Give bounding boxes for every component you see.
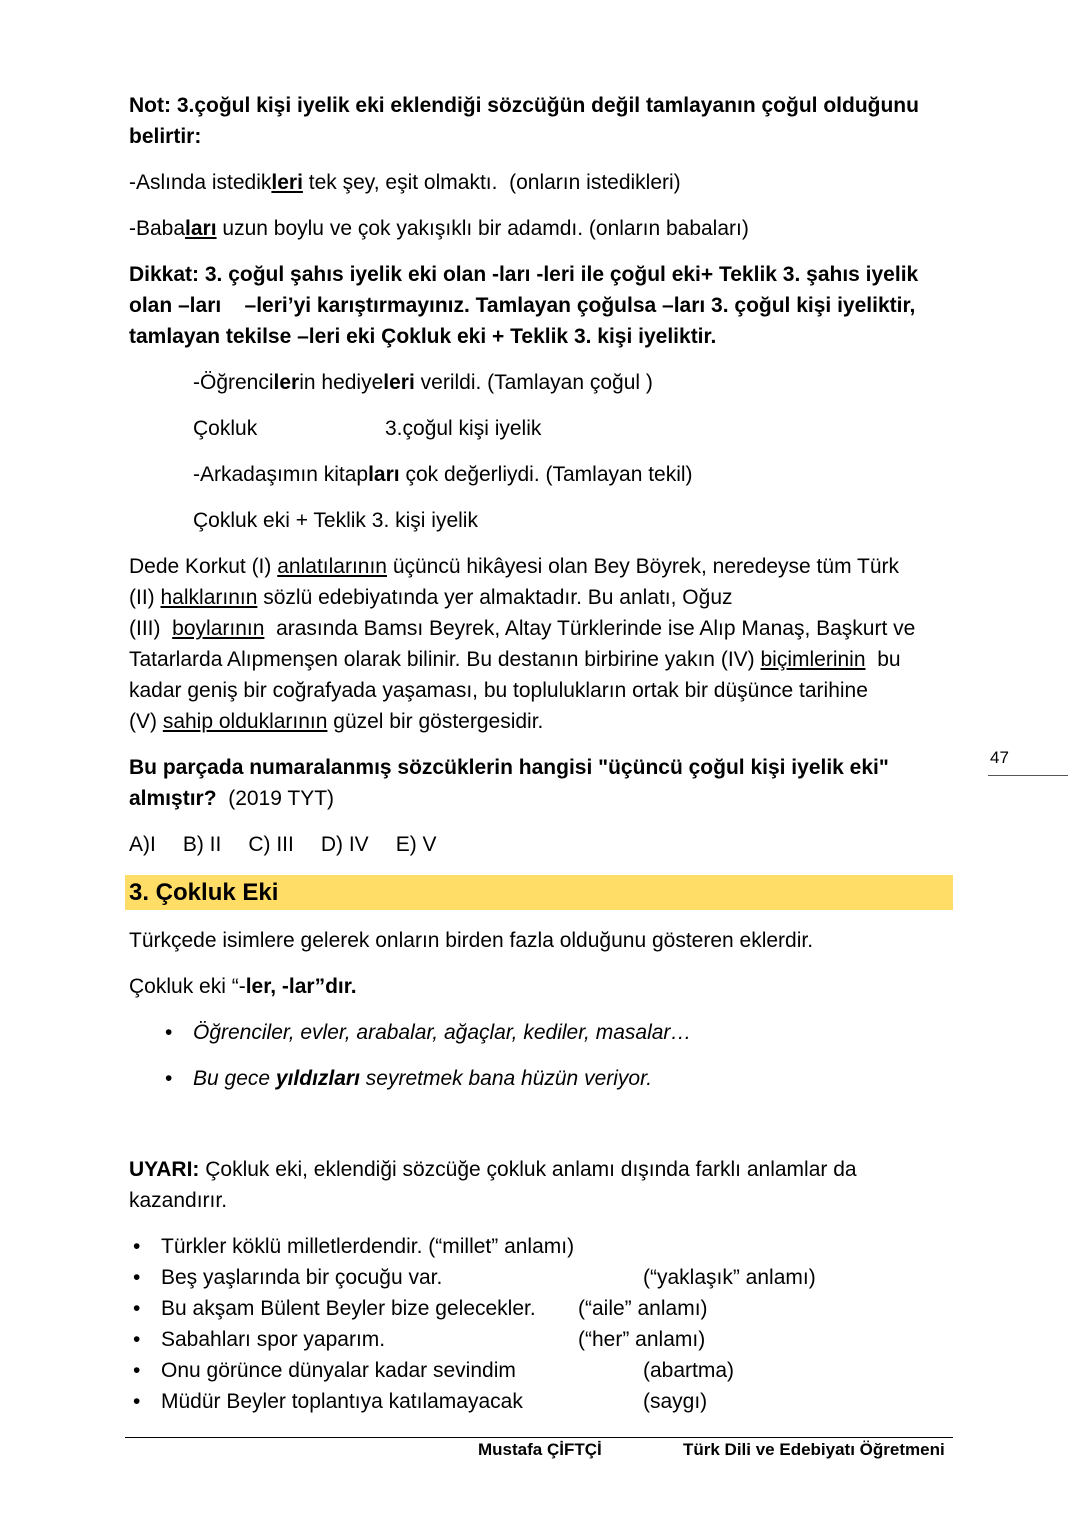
meaning-label: (saygı) <box>643 1390 708 1413</box>
passage-text: kadar geniş bir coğrafyada yaşaması, bu toplulukların ortak bir düşünce tarihine <box>129 679 868 702</box>
warning-text: kazandırır. <box>129 1189 228 1212</box>
label-second: 3.çoğul kişi iyelik <box>385 417 542 440</box>
numbered-word: halklarının <box>160 586 258 609</box>
bullet-text: Bu gece <box>193 1067 276 1090</box>
numbered-word: anlatılarının <box>277 555 387 578</box>
option-d: D) IV <box>320 833 369 856</box>
example-suffix: ler <box>273 371 300 394</box>
meaning-item <box>161 1293 959 1324</box>
passage-line <box>129 675 959 706</box>
passage-text: (II) <box>129 586 161 609</box>
note-paragraph <box>129 90 959 152</box>
bullet-icon <box>165 1063 172 1094</box>
warning-text: Çokluk eki, eklendiği sözcüğe çokluk anlamı dışında farklı anlamlar da <box>199 1158 857 1181</box>
numbered-word: sahip olduklarının <box>162 710 328 733</box>
definition-text: Türkçede isimlere gelerek onların birden fazla olduğunu gösteren eklerdir. <box>129 929 814 952</box>
note-text: belirtir: <box>129 125 202 148</box>
example-text: in hediye <box>299 371 384 394</box>
bullet-icon <box>165 1017 172 1048</box>
meaning-item <box>161 1324 959 1355</box>
meaning-sentence: Müdür Beyler toplantıya katılamayacak <box>161 1390 523 1413</box>
bullet-text: seyretmek bana hüzün veriyor. <box>359 1067 653 1090</box>
section-title: 3. Çokluk Eki <box>129 879 279 906</box>
caution-text: olan –ları –leri’yi karıştırmayınız. Tamlayan çoğulsa –ları 3. çoğul kişi iyeliktir, <box>129 294 916 317</box>
example-sentence <box>129 167 959 198</box>
question-line <box>129 783 959 814</box>
meaning-item <box>161 1386 959 1417</box>
warning-label: UYARI: <box>129 1158 200 1181</box>
meaning-sentence: Onu görünce dünyalar kadar sevindim <box>161 1359 516 1382</box>
bullet-item <box>193 1017 959 1048</box>
label-text: Çokluk eki + Teklik 3. kişi iyelik <box>193 509 478 532</box>
singular-example <box>193 459 959 490</box>
question-text: Bu parçada numaralanmış sözcüklerin hangisi "üçüncü çoğul kişi iyelik eki" <box>129 756 889 779</box>
bullet-icon <box>133 1293 140 1324</box>
passage-text: arasında Bamsı Beyrek, Altay Türklerinde ise Alıp Manaş, Başkurt ve <box>264 617 916 640</box>
bullet-icon <box>133 1355 140 1386</box>
example-text: uzun boylu ve çok yakışıklı bir adamdı. (onların babaları) <box>216 217 749 240</box>
singular-label <box>193 505 959 536</box>
passage <box>129 551 959 737</box>
passage-text: üçüncü hikâyesi olan Bey Böyrek, neredeyse tüm Türk <box>386 555 900 578</box>
section-heading <box>125 875 953 910</box>
page-content <box>129 90 959 1417</box>
example-suffix: leri <box>383 371 415 394</box>
rule-text: Çokluk eki “- <box>129 975 246 998</box>
note-line <box>129 121 959 152</box>
bullet-item <box>193 1063 959 1094</box>
example-text: -Arkadaşımın kitap <box>193 463 369 486</box>
passage-line <box>129 582 959 613</box>
question-text: almıştır? <box>129 787 217 810</box>
caution-text: tamlayan tekilse –leri eki Çokluk eki + Teklik 3. kişi iyeliktir. <box>129 325 717 348</box>
caution-line <box>129 321 959 352</box>
label-first: Çokluk <box>193 417 258 440</box>
footer-divider <box>125 1437 953 1438</box>
footer-author: Mustafa ÇİFTÇİ <box>478 1440 602 1459</box>
option-b: B) II <box>182 833 222 856</box>
passage-line <box>129 551 959 582</box>
example-suffix: ları <box>368 463 400 486</box>
footer-role: Türk Dili ve Edebiyatı Öğretmeni <box>683 1440 945 1459</box>
plural-labels <box>193 413 959 444</box>
caution-line <box>129 259 959 290</box>
passage-text: bu <box>865 648 901 671</box>
note-text: Not: 3.çoğul kişi iyelik eki eklendiği sözcüğün değil tamlayanın çoğul olduğunu <box>129 94 919 117</box>
example-suffix: leri <box>271 171 303 194</box>
passage-text: sözlü edebiyatında yer almaktadır. Bu anlatı, Oğuz <box>257 586 733 609</box>
meaning-label: (“her” anlamı) <box>578 1328 706 1351</box>
passage-line <box>129 644 959 675</box>
example-text: çok değerliydi. (Tamlayan tekil) <box>399 463 693 486</box>
meaning-label: (“aile” anlamı) <box>578 1297 708 1320</box>
example-text: -Öğrenci <box>193 371 274 394</box>
bullet-icon <box>133 1324 140 1355</box>
meaning-item <box>161 1231 959 1262</box>
option-e: E) V <box>395 833 437 856</box>
answer-options <box>129 829 959 860</box>
note-line <box>129 90 959 121</box>
page-number: 47 <box>990 748 1009 767</box>
bullet-emphasis: yıldızları <box>275 1067 360 1090</box>
meaning-sentence: Beş yaşlarında bir çocuğu var. <box>161 1266 443 1289</box>
question-source: (2019 TYT) <box>216 787 335 810</box>
warning-paragraph <box>129 1154 959 1216</box>
meaning-sentence: Bu akşam Bülent Beyler bize gelecekler. <box>161 1297 536 1320</box>
passage-text: (III) <box>129 617 173 640</box>
example-sentence <box>129 213 959 244</box>
meaning-label: (abartma) <box>643 1359 735 1382</box>
meaning-sentence: Türkler köklü milletlerdendir. (“millet” anlamı) <box>161 1235 575 1258</box>
section-definition <box>129 925 959 956</box>
meaning-label: (“yaklaşık” anlamı) <box>643 1266 816 1289</box>
example-suffix: ları <box>185 217 217 240</box>
warning-line <box>129 1154 959 1185</box>
bullet-icon <box>133 1231 140 1262</box>
question-line <box>129 752 959 783</box>
numbered-word: biçimlerinin <box>760 648 866 671</box>
option-a: A)I <box>129 833 156 856</box>
plural-example <box>193 367 959 398</box>
bullet-text: Öğrenciler, evler, arabalar, ağaçlar, kediler, masalar… <box>193 1021 692 1044</box>
option-c: C) III <box>248 833 294 856</box>
rule-suffixes: ler, -lar”dır. <box>245 975 357 998</box>
passage-text: (V) <box>129 710 163 733</box>
example-text: -Aslında istedik <box>129 171 272 194</box>
example-text: -Baba <box>129 217 186 240</box>
meaning-sentence: Sabahları spor yaparım. <box>161 1328 386 1351</box>
passage-text: Tatarlarda Alıpmenşen olarak bilinir. Bu destanın birbirine yakın (IV) <box>129 648 761 671</box>
caution-paragraph <box>129 259 959 352</box>
example-text: tek şey, eşit olmaktı. (onların istedikleri) <box>302 171 681 194</box>
caution-line <box>129 290 959 321</box>
bullet-icon <box>133 1262 140 1293</box>
meaning-item <box>161 1262 959 1293</box>
passage-line <box>129 706 959 737</box>
passage-text: Dede Korkut (I) <box>129 555 278 578</box>
passage-line <box>129 613 959 644</box>
caution-text: Dikkat: 3. çoğul şahıs iyelik eki olan -ları -leri ile çoğul eki+ Teklik 3. şahıs iyelik <box>129 263 919 286</box>
numbered-word: boylarının <box>172 617 265 640</box>
page-number-rule <box>988 775 1068 776</box>
passage-text: güzel bir göstergesidir. <box>327 710 544 733</box>
meaning-item <box>161 1355 959 1386</box>
bullet-icon <box>133 1386 140 1417</box>
plural-rule <box>129 971 959 1002</box>
question <box>129 752 959 814</box>
example-text: verildi. (Tamlayan çoğul ) <box>414 371 653 394</box>
warning-line <box>129 1185 959 1216</box>
meanings-list <box>129 1231 959 1417</box>
